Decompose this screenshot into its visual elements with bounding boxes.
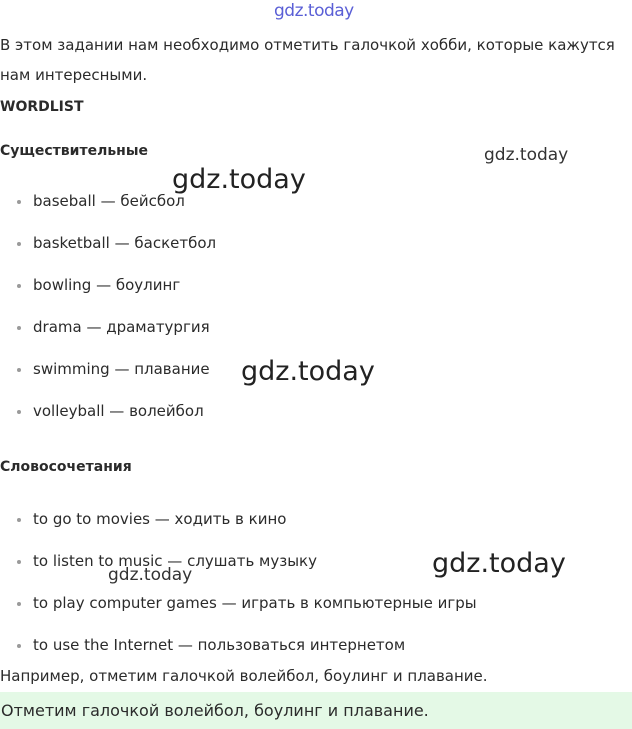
list-item-text: drama — драматургия [33,318,210,336]
bullet-icon [17,518,21,522]
watermark: gdz.today [172,164,306,195]
watermark: gdz.today [241,356,375,387]
bullet-icon [17,560,21,564]
bullet-icon [17,602,21,606]
bullet-icon [17,200,21,204]
intro-text: В этом задании нам необходимо отметить галочкой хобби, которые кажутся нам интересными. [0,36,615,84]
list-item [0,318,216,360]
list-item-text: baseball — бейсбол [33,192,185,210]
list-item [0,234,216,276]
answer-box: Отметим галочкой волейбол, боулинг и плавание. [0,692,632,729]
wordlist-heading: WORDLIST [0,99,84,115]
list-item [0,510,477,552]
watermark-logo: gdz.today [274,1,354,21]
bullet-icon [17,368,21,372]
watermark: gdz.today [432,548,566,579]
list-item [0,192,216,234]
bullet-icon [17,410,21,414]
watermark: gdz.today [108,565,193,585]
bullet-icon [17,242,21,246]
list-item [0,360,216,402]
list-item-text: bowling — боулинг [33,276,181,294]
phrases-heading: Словосочетания [0,459,132,475]
bullet-icon [17,284,21,288]
example-text: Например, отметим галочкой волейбол, боулинг и плавание. [0,667,488,685]
list-item [0,594,477,636]
list-item [0,276,216,318]
list-item-text: volleyball — волейбол [33,402,204,420]
list-item [0,552,477,594]
list-item-text: to use the Internet — пользоваться интернетом [33,636,406,654]
list-item-text: to listen to music — слушать музыку [33,552,317,570]
bullet-icon [17,326,21,330]
list-item-text: basketball — баскетбол [33,234,217,252]
list-item [0,402,216,444]
nouns-heading: Существительные [0,143,148,159]
nouns-list [0,192,216,444]
list-item-text: swimming — плавание [33,360,210,378]
list-item-text: to go to movies — ходить в кино [33,510,287,528]
bullet-icon [17,644,21,648]
watermark: gdz.today [484,145,569,165]
phrases-list [0,510,477,678]
list-item-text: to play computer games — играть в компьютерные игры [33,594,477,612]
